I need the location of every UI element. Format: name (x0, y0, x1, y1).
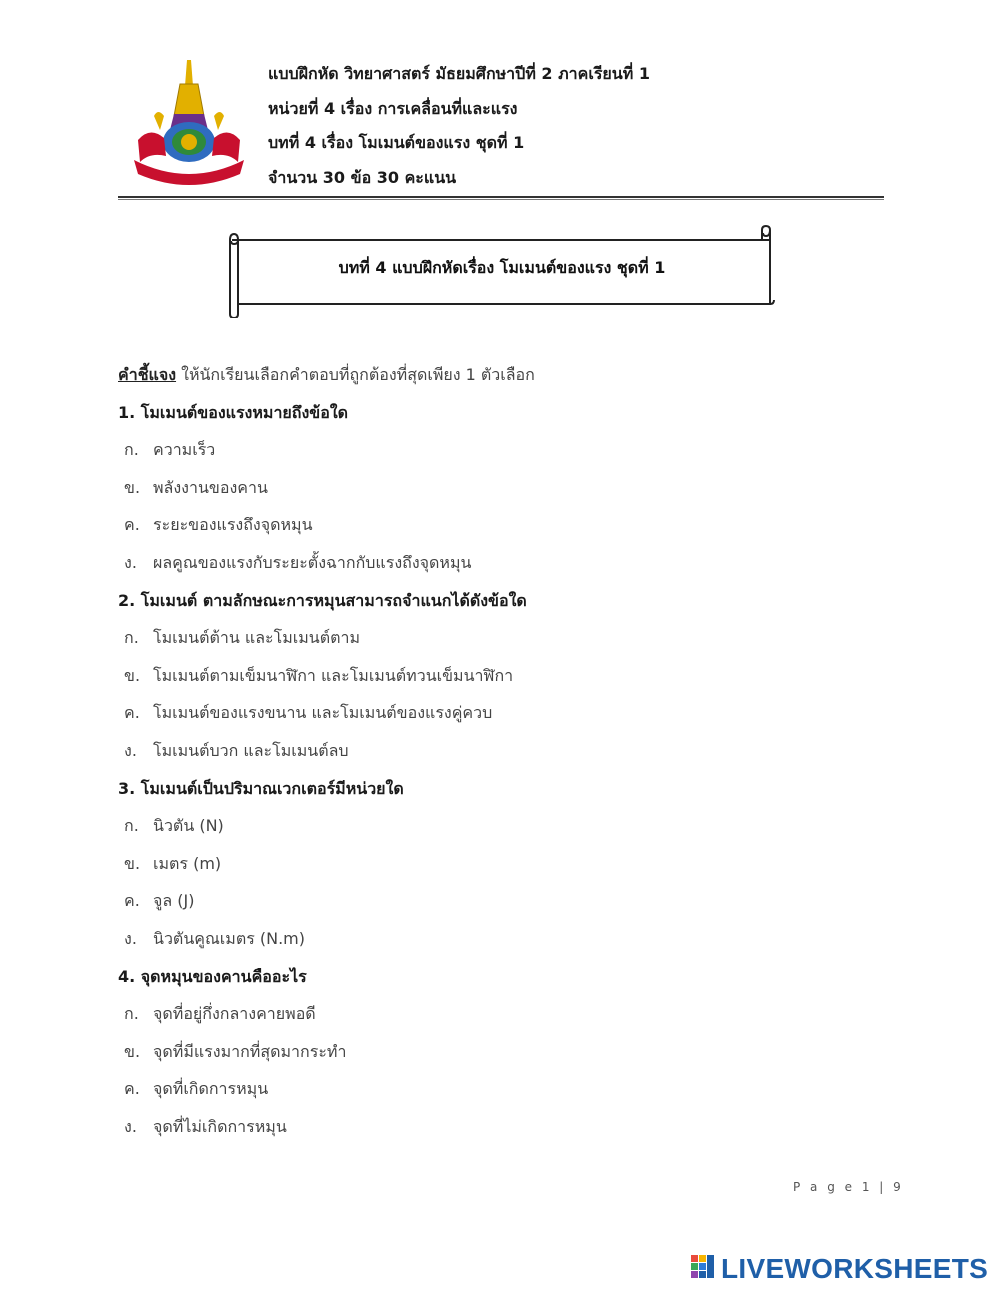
option-4c[interactable] (118, 1076, 878, 1114)
instructions (118, 362, 878, 400)
option-2a[interactable] (118, 625, 878, 663)
option-3d[interactable] (118, 926, 878, 964)
option-text: นิวตัน (N) (153, 816, 224, 836)
question-1: 1. โมเมนต์ของแรงหมายถึงข้อใด (118, 402, 349, 422)
option-4a[interactable] (118, 1001, 878, 1039)
option-2d[interactable] (118, 738, 878, 776)
option-2b[interactable] (118, 663, 878, 701)
question-2: 2. โมเมนต์ ตามลักษณะการหมุนสามารถจำแนกได้ดังข้อใด (118, 590, 527, 610)
option-2c[interactable] (118, 700, 878, 738)
option-text: จุดที่อยู่กึ่งกลางคายพอดี (153, 1004, 316, 1024)
worksheet-header (268, 60, 650, 198)
option-letter: ค. (124, 1079, 140, 1099)
option-letter: ข. (124, 477, 141, 497)
option-letter: ง. (124, 740, 137, 760)
option-letter: ข. (124, 853, 141, 873)
option-1d[interactable] (118, 550, 878, 588)
option-3a[interactable] (118, 813, 878, 851)
option-text: พลังงานของคาน (153, 477, 268, 497)
option-text: จูล (J) (153, 891, 195, 911)
header-divider-thin (118, 199, 884, 200)
school-logo (130, 56, 248, 190)
option-text: จุดที่เกิดการหมุน (153, 1079, 269, 1099)
option-letter: ข. (124, 1041, 141, 1061)
header-divider (118, 196, 884, 198)
option-letter: ค. (124, 891, 140, 911)
option-text: ผลคูณของแรงกับระยะตั้งฉากกับแรงถึงจุดหมุน (153, 552, 472, 572)
instructions-label: คำชี้แจง (118, 365, 177, 384)
banner-title: บทที่ 4 แบบฝึกหัดเรื่อง โมเมนต์ของแรง ชุดที่ 1 (338, 258, 666, 277)
option-letter: ง. (124, 1116, 137, 1136)
header-line-count: จำนวน 30 ข้อ 30 คะแนน (268, 167, 457, 187)
option-text: โมเมนต์ตามเข็มนาฬิกา และโมเมนต์ทวนเข็มนาฬิกา (153, 665, 514, 685)
option-text: จุดที่ไม่เกิดการหมุน (153, 1116, 287, 1136)
option-letter: ค. (124, 703, 140, 723)
header-line-unit: หน่วยที่ 4 เรื่อง การเคลื่อนที่และแรง (268, 98, 518, 118)
option-3b[interactable] (118, 851, 878, 889)
liveworksheets-brand[interactable] (691, 1252, 988, 1286)
option-1c[interactable] (118, 512, 878, 550)
option-text: นิวตันคูณเมตร (N.m) (153, 928, 306, 948)
option-letter: ค. (124, 515, 140, 535)
liveworksheets-logo-icon (691, 1255, 715, 1283)
option-3c[interactable] (118, 888, 878, 926)
question-3: 3. โมเมนต์เป็นปริมาณเวกเตอร์มีหน่วยใด (118, 778, 404, 798)
option-letter: ก. (124, 1004, 139, 1024)
option-text: ความเร็ว (153, 440, 216, 460)
option-text: โมเมนต์ต้าน และโมเมนต์ตาม (153, 628, 360, 648)
option-1a[interactable] (118, 437, 878, 475)
question-4: 4. จุดหมุนของคานคืออะไร (118, 966, 307, 986)
option-letter: ข. (124, 665, 141, 685)
option-letter: ก. (124, 440, 139, 460)
header-line-chapter: บทที่ 4 เรื่อง โมเมนต์ของแรง ชุดที่ 1 (268, 133, 525, 152)
option-letter: ง. (124, 552, 137, 572)
option-1b[interactable] (118, 475, 878, 513)
option-letter: ง. (124, 928, 137, 948)
option-text: ระยะของแรงถึงจุดหมุน (153, 515, 313, 535)
option-letter: ก. (124, 628, 139, 648)
instructions-text: ให้นักเรียนเลือกคำตอบที่ถูกต้องที่สุดเพียง 1 ตัวเลือก (176, 365, 535, 384)
option-text: จุดที่มีแรงมากที่สุดมากระทำ (153, 1041, 347, 1061)
option-text: โมเมนต์ของแรงขนาน และโมเมนต์ของแรงคู่ควบ (153, 703, 493, 723)
option-text: โมเมนต์บวก และโมเมนต์ลบ (153, 740, 349, 760)
brand-name: LIVEWORKSHEETS (721, 1253, 989, 1284)
option-letter: ก. (124, 816, 139, 836)
option-4b[interactable] (118, 1039, 878, 1077)
page-number: P a g e 1 | 9 (793, 1180, 904, 1194)
header-line-subject: แบบฝึกหัด วิทยาศาสตร์ มัธยมศึกษาปีที่ 2 ภาคเรียนที่ 1 (268, 64, 650, 83)
option-4d[interactable] (118, 1114, 878, 1152)
option-text: เมตร (m) (153, 853, 222, 873)
worksheet-content (118, 362, 878, 1151)
